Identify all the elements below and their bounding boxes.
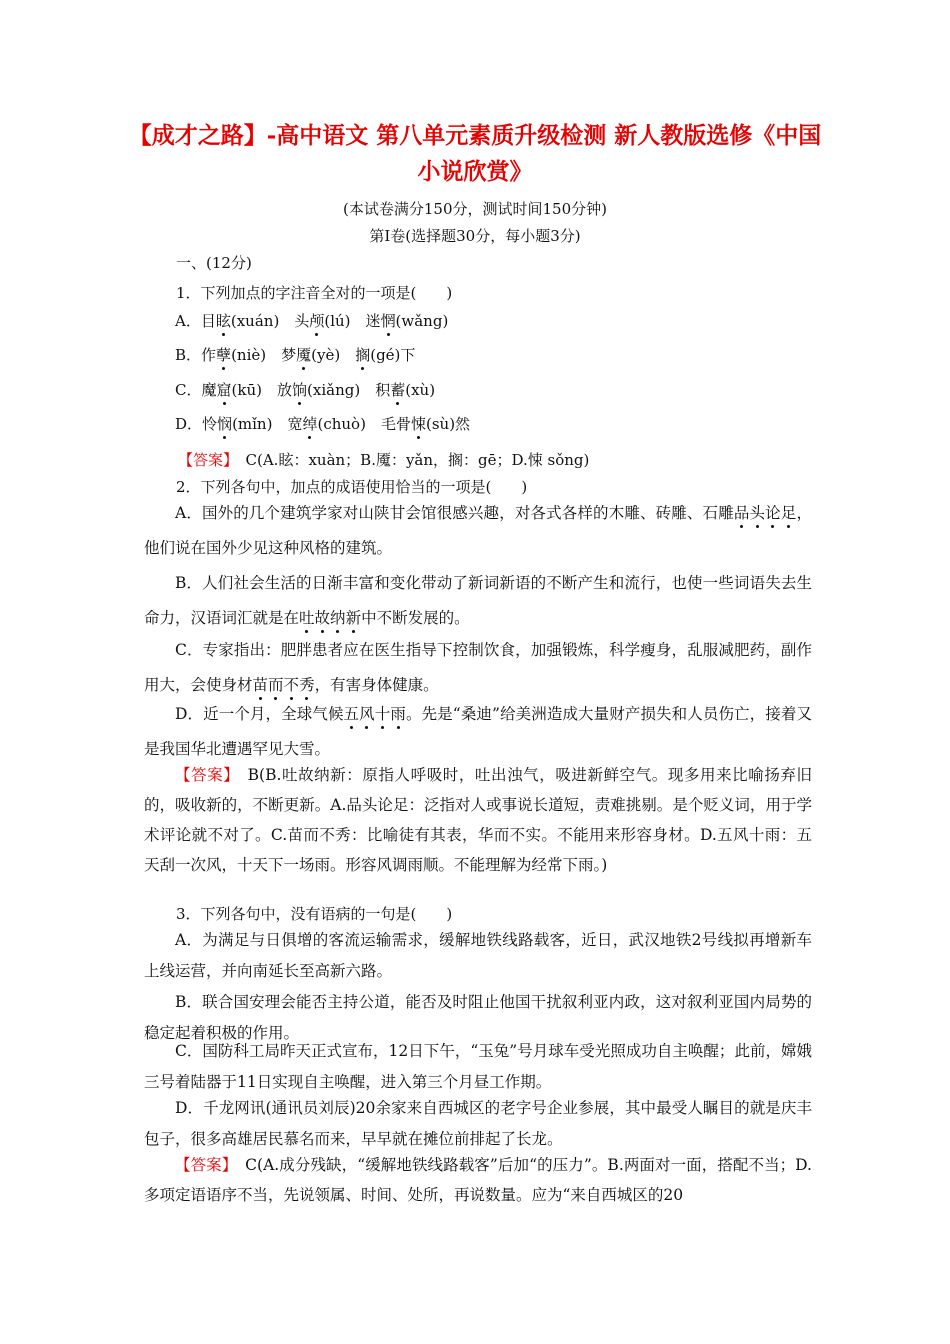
answer-label: 【答案】 <box>178 451 231 469</box>
dotted-char: 颅 <box>309 312 325 330</box>
dotted-char: 惘 <box>380 312 396 330</box>
q3-option-c: C．国防科工局昨天正式宣布，12日下午，“玉兔”号月球车受光照成功自主唤醒；此前，嫦娥三号着陆器于11日实现自主唤醒，进入第三个月昼工作期。 <box>144 1042 812 1091</box>
answer-label: 【答案】 <box>175 766 232 784</box>
q1-option-c: C．魔窟(kū) 放饷(xiǎng) 积蓄(xù) <box>175 381 436 399</box>
dotted-char: 眩 <box>215 312 231 330</box>
section-heading: 一、(12分) <box>176 254 252 272</box>
q2-option-c: C．专家指出：肥胖患者应在医生指导下控制饮食，加强锻炼，科学瘦身，乱服减肥药，副作用大，会使身材苗而不秀，有害身体健康。 <box>144 641 812 694</box>
question-3-stem: 3．下列各句中，没有语病的一句是( ) <box>176 905 453 923</box>
q2-answer: 【答案】 B(B.吐故纳新：原指人呼吸时，吐出浊气，吸进新鲜空气。现多用来比喻扬弃旧的，吸收新的，不断更新。A.品头论足：泛指对人或事说长道短，责难挑剔。是个贬义词，用于学术评论就不对了。C.苗而不秀：比喻徒有其表，华而不实。不能用来形容身材。D.五风十雨：五天刮一次风，十天下一场雨。形容风调雨顺。不能理解为经常下雨。) <box>144 766 812 874</box>
document-title: 【成才之路】-高中语文 第八单元素质升级检测 新人教版选修《中国小说欣赏》 <box>128 122 822 185</box>
dotted-char: 绰 <box>302 415 318 433</box>
question-2-stem: 2．下列各句中，加点的成语使用恰当的一项是( ) <box>176 478 528 496</box>
dotted-char: 窟 <box>216 381 232 399</box>
q3-option-d: D．千龙网讯(通讯员刘辰)20余家来自西城区的老字号企业参展，其中最受人瞩目的就是庆丰包子，很多高雄居民慕名而来，早早就在摊位前排起了长龙。 <box>144 1099 812 1148</box>
exam-info: (本试卷满分150分，测试时间150分钟) <box>343 200 607 218</box>
answer-label: 【答案】 <box>175 1156 230 1174</box>
question-1-stem: 1．下列加点的字注音全对的一项是( ) <box>176 284 453 302</box>
q1-answer: 【答案】 C(A.眩：xuàn；B.魇：yǎn，搁：gē；D.悚 sǒng) <box>178 451 590 469</box>
q2-option-d: D．近一个月，全球气候五风十雨。先是“桑迪”给美洲造成大量财产损失和人员伤亡，接着又是我国华北遭遇罕见大雪。 <box>144 705 812 758</box>
dotted-char: 蓄 <box>390 381 406 399</box>
dotted-char: 孽 <box>216 346 232 364</box>
q3-answer: 【答案】 C(A.成分残缺，“缓解地铁线路载客”后加“的压力”。B.两面对一面，搭配不当；D.多项定语语序不当，先说领属、时间、处所，再说数量。应为“来自西城区的20 <box>144 1156 812 1204</box>
q1-option-a: A．目眩(xuán) 头颅(lú) 迷惘(wǎng) <box>175 312 449 330</box>
dotted-char: 饷 <box>292 381 308 399</box>
dotted-char: 魇 <box>296 346 312 364</box>
q3-option-a: A．为满足与日俱增的客流运输需求，缓解地铁线路载客，近日，武汉地铁2号线拟再增新车上线运营，并向南延长至高新六路。 <box>144 931 812 980</box>
part-heading: 第Ⅰ卷(选择题30分，每小题3分) <box>369 227 581 245</box>
dotted-char: 悚 <box>410 415 426 433</box>
q3-option-b: B．联合国安理会能否主持公道，能否及时阻止他国干扰叙利亚内政，这对叙利亚国内局势的稳定起着积极的作用。 <box>144 993 812 1042</box>
q2-option-b: B．人们社会生活的日渐丰富和变化带动了新词新语的不断产生和流行，也使一些词语失去生命力，汉语词汇就是在吐故纳新中不断发展的。 <box>144 574 812 627</box>
q2-option-a: A．国外的几个建筑学家对山陕甘会馆很感兴趣，对各式各样的木雕、砖雕、石雕品头论足，他们说在国外少见这种风格的建筑。 <box>144 504 812 557</box>
q1-option-b: B．作孽(niè) 梦魇(yè) 搁(gé)下 <box>175 346 416 364</box>
dotted-char: 悯 <box>217 415 233 433</box>
q1-option-d: D．怜悯(mǐn) 宽绰(chuò) 毛骨悚(sù)然 <box>175 415 471 433</box>
dotted-char: 搁 <box>355 346 371 364</box>
